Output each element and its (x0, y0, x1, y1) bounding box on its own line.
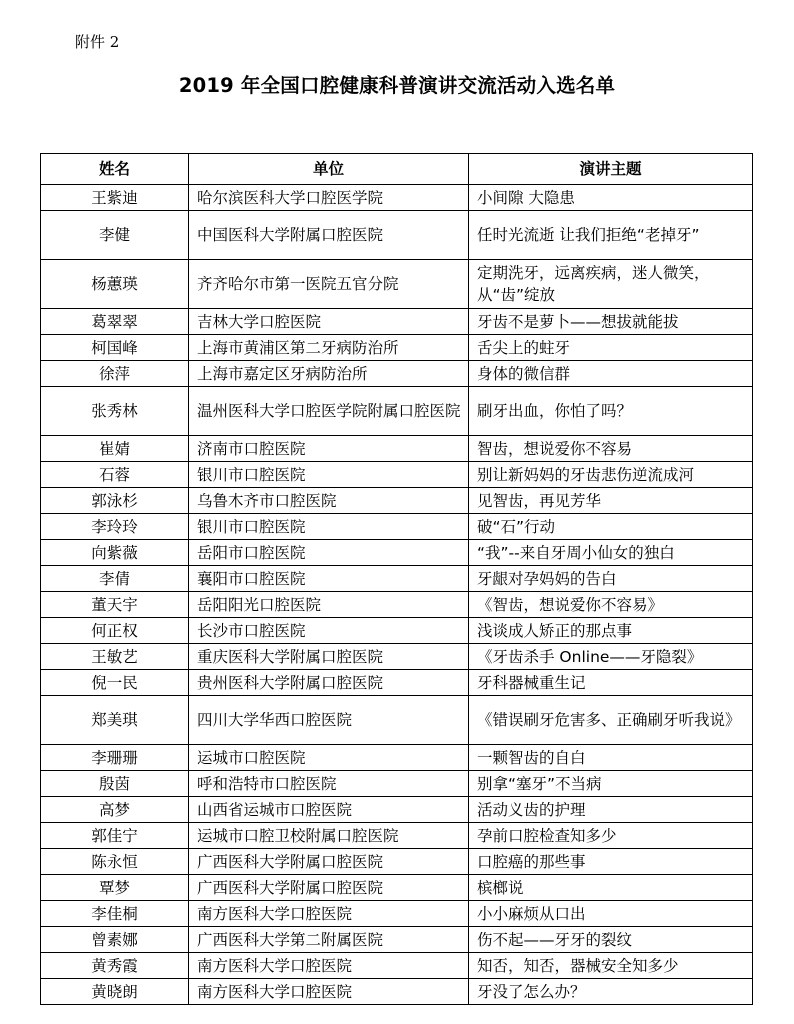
table-row (41, 211, 753, 260)
cell-name: 李佳桐 (41, 901, 189, 927)
cell-name: 郭佳宁 (41, 823, 189, 849)
cell-name: 葛翠翠 (41, 309, 189, 335)
cell-name: 杨蕙瑛 (41, 260, 189, 309)
cell-name: 石蓉 (41, 462, 189, 488)
cell-topic: 孕前口腔检查知多少 (469, 823, 753, 849)
cell-unit: 济南市口腔医院 (189, 436, 469, 462)
cell-topic: 牙没了怎么办？ (469, 979, 753, 1005)
cell-unit: 运城市口腔卫校附属口腔医院 (189, 823, 469, 849)
table-row (41, 979, 753, 1005)
table-row (41, 592, 753, 618)
cell-unit: 长沙市口腔医院 (189, 618, 469, 644)
cell-name: 黄秀霞 (41, 953, 189, 979)
cell-topic: 口腔癌的那些事 (469, 849, 753, 875)
page-title: 2019 年全国口腔健康科普演讲交流活动入选名单 (178, 74, 616, 97)
table-row (41, 335, 753, 361)
cell-unit: 广西医科大学附属口腔医院 (189, 875, 469, 901)
header-name: 姓名 (41, 154, 189, 185)
cell-unit: 襄阳市口腔医院 (189, 566, 469, 592)
table-row (41, 901, 753, 927)
cell-topic: 一颗智齿的自白 (469, 745, 753, 771)
cell-topic: 知否，知否，器械安全知多少 (469, 953, 753, 979)
table-row (41, 771, 753, 797)
cell-unit: 温州医科大学口腔医学院附属口腔医院 (189, 387, 469, 436)
cell-unit: 广西医科大学附属口腔医院 (189, 849, 469, 875)
cell-topic: 牙齿不是萝卜——想拔就能拔 (469, 309, 753, 335)
cell-unit: 广西医科大学第二附属医院 (189, 927, 469, 953)
cell-unit: 呼和浩特市口腔医院 (189, 771, 469, 797)
table-row (41, 797, 753, 823)
cell-name: 崔婧 (41, 436, 189, 462)
table-row (41, 849, 753, 875)
table-row (41, 361, 753, 387)
cell-topic: 身体的微信群 (469, 361, 753, 387)
table-row (41, 823, 753, 849)
cell-topic: 舌尖上的蛀牙 (469, 335, 753, 361)
cell-topic: 牙科器械重生记 (469, 670, 753, 696)
cell-unit: 南方医科大学口腔医院 (189, 953, 469, 979)
attachment-label: 附件 2 (75, 33, 120, 51)
cell-unit: 运城市口腔医院 (189, 745, 469, 771)
cell-unit: 岳阳阳光口腔医院 (189, 592, 469, 618)
cell-topic: 《牙齿杀手 Online——牙隐裂》 (469, 644, 753, 670)
cell-topic: 别拿“塞牙”不当病 (469, 771, 753, 797)
cell-unit: 重庆医科大学附属口腔医院 (189, 644, 469, 670)
cell-topic: “我”--来自牙周小仙女的独白 (469, 540, 753, 566)
cell-unit: 银川市口腔医院 (189, 462, 469, 488)
cell-unit: 南方医科大学口腔医院 (189, 901, 469, 927)
cell-unit: 四川大学华西口腔医院 (189, 696, 469, 745)
selection-table (40, 153, 753, 1005)
cell-name: 何正权 (41, 618, 189, 644)
table-row (41, 696, 753, 745)
cell-topic: 牙龈对孕妈妈的告白 (469, 566, 753, 592)
table-row (41, 514, 753, 540)
cell-unit: 上海市黄浦区第二牙病防治所 (189, 335, 469, 361)
cell-topic: 别让新妈妈的牙齿悲伤逆流成河 (469, 462, 753, 488)
cell-topic: 小小麻烦从口出 (469, 901, 753, 927)
table-row (41, 540, 753, 566)
cell-unit: 上海市嘉定区牙病防治所 (189, 361, 469, 387)
cell-name: 王敏艺 (41, 644, 189, 670)
table-row (41, 566, 753, 592)
header-topic: 演讲主题 (469, 154, 753, 185)
cell-topic: 《智齿，想说爱你不容易》 (469, 592, 753, 618)
cell-topic: 槟榔说 (469, 875, 753, 901)
table-row (41, 260, 753, 309)
table-row (41, 488, 753, 514)
cell-name: 徐萍 (41, 361, 189, 387)
cell-topic: 浅谈成人矫正的那点事 (469, 618, 753, 644)
cell-name: 王紫迪 (41, 185, 189, 211)
cell-unit: 齐齐哈尔市第一医院五官分院 (189, 260, 469, 309)
cell-name: 陈永恒 (41, 849, 189, 875)
cell-unit: 银川市口腔医院 (189, 514, 469, 540)
cell-name: 李倩 (41, 566, 189, 592)
cell-topic: 见智齿，再见芳华 (469, 488, 753, 514)
table-row (41, 670, 753, 696)
cell-name: 李健 (41, 211, 189, 260)
cell-name: 李玲玲 (41, 514, 189, 540)
cell-topic: 活动义齿的护理 (469, 797, 753, 823)
table-row (41, 927, 753, 953)
cell-unit: 岳阳市口腔医院 (189, 540, 469, 566)
cell-name: 曾素娜 (41, 927, 189, 953)
table-row (41, 875, 753, 901)
table-row (41, 745, 753, 771)
table-row (41, 644, 753, 670)
cell-topic: 定期洗牙，远离疾病，迷人微笑，从“齿”绽放 (469, 260, 753, 309)
cell-unit: 南方医科大学口腔医院 (189, 979, 469, 1005)
cell-name: 董天宇 (41, 592, 189, 618)
table-row (41, 185, 753, 211)
table-row (41, 436, 753, 462)
cell-name: 郭泳杉 (41, 488, 189, 514)
cell-name: 张秀林 (41, 387, 189, 436)
cell-unit: 乌鲁木齐市口腔医院 (189, 488, 469, 514)
cell-name: 郑美琪 (41, 696, 189, 745)
cell-unit: 吉林大学口腔医院 (189, 309, 469, 335)
table-row (41, 462, 753, 488)
cell-unit: 山西省运城市口腔医院 (189, 797, 469, 823)
cell-topic: 《错误刷牙危害多、正确刷牙听我说》 (469, 696, 753, 745)
cell-topic: 伤不起——牙牙的裂纹 (469, 927, 753, 953)
header-unit: 单位 (189, 154, 469, 185)
cell-unit: 中国医科大学附属口腔医院 (189, 211, 469, 260)
cell-unit: 哈尔滨医科大学口腔医学院 (189, 185, 469, 211)
cell-name: 李珊珊 (41, 745, 189, 771)
cell-unit: 贵州医科大学附属口腔医院 (189, 670, 469, 696)
table-row (41, 387, 753, 436)
table-row (41, 618, 753, 644)
cell-name: 倪一民 (41, 670, 189, 696)
table-header-row (41, 154, 753, 185)
cell-name: 覃梦 (41, 875, 189, 901)
cell-topic: 破“石”行动 (469, 514, 753, 540)
cell-name: 柯国峰 (41, 335, 189, 361)
table-row (41, 953, 753, 979)
cell-name: 高梦 (41, 797, 189, 823)
cell-name: 殷茵 (41, 771, 189, 797)
cell-topic: 刷牙出血，你怕了吗？ (469, 387, 753, 436)
cell-name: 黄晓朗 (41, 979, 189, 1005)
cell-topic: 智齿，想说爱你不容易 (469, 436, 753, 462)
cell-name: 向紫薇 (41, 540, 189, 566)
cell-topic: 任时光流逝 让我们拒绝“老掉牙” (469, 211, 753, 260)
cell-topic: 小间隙 大隐患 (469, 185, 753, 211)
table-row (41, 309, 753, 335)
